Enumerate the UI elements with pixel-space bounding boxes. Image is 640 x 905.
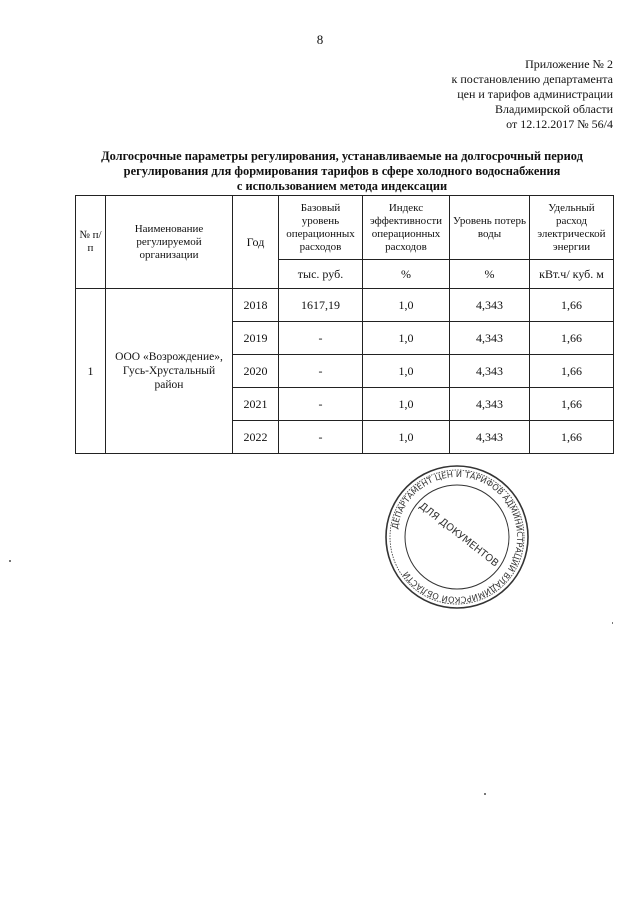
cell-efficiency-index: 1,0	[363, 388, 450, 421]
unit-water-loss: %	[450, 260, 530, 289]
cell-base-cost: -	[279, 421, 363, 454]
scan-speck	[484, 793, 486, 795]
cell-water-loss: 4,343	[450, 355, 530, 388]
table-row	[76, 289, 614, 322]
cell-efficiency-index: 1,0	[363, 421, 450, 454]
cell-energy-consumption: 1,66	[530, 388, 614, 421]
header-year: Год	[233, 196, 279, 289]
cell-year: 2021	[233, 388, 279, 421]
header-organization: Наименование регулируемой организации	[106, 196, 233, 289]
header-water-loss: Уровень потерь воды	[450, 196, 530, 260]
stamp-inner-text: ДЛЯ ДОКУМЕНТОВ	[416, 500, 501, 570]
cell-base-cost: -	[279, 388, 363, 421]
unit-efficiency-index: %	[363, 260, 450, 289]
cell-energy-consumption: 1,66	[530, 421, 614, 454]
cell-energy-consumption: 1,66	[530, 355, 614, 388]
header-row	[76, 196, 614, 260]
cell-base-cost: -	[279, 322, 363, 355]
unit-energy-consumption: кВт.ч/ куб. м	[530, 260, 614, 289]
cell-efficiency-index: 1,0	[363, 355, 450, 388]
cell-water-loss: 4,343	[450, 388, 530, 421]
appendix-line: Владимирской области	[495, 102, 613, 116]
cell-efficiency-index: 1,0	[363, 289, 450, 322]
cell-water-loss: 4,343	[450, 289, 530, 322]
scan-speck	[9, 560, 11, 562]
header-energy-consumption: Удельный расход электрической энергии	[530, 196, 614, 260]
cell-year: 2019	[233, 322, 279, 355]
cell-year: 2022	[233, 421, 279, 454]
cell-year: 2018	[233, 289, 279, 322]
stamp-outer-textpath: ДЕПАРТАМЕНТ ЦЕН И ТАРИФОВ АДМИНИСТРАЦИИ ВЛАДИМИРСКОЙ ОБЛАСТИ	[389, 468, 526, 606]
appendix-header	[393, 57, 613, 132]
appendix-line: Приложение № 2	[525, 57, 613, 71]
header-number: № п/п	[76, 196, 106, 289]
title-line: регулирования для формирования тарифов в сфере холодного водоснабжения	[123, 164, 561, 178]
cell-base-cost: 1617,19	[279, 289, 363, 322]
cell-base-cost: -	[279, 355, 363, 388]
title-line: с использованием метода индексации	[236, 179, 448, 193]
document-title	[82, 149, 602, 194]
organization-name: ООО «Возрождение», Гусь-Хрустальный район	[106, 289, 233, 454]
unit-base-cost: тыс. руб.	[279, 260, 363, 289]
cell-year: 2020	[233, 355, 279, 388]
header-base-cost: Базовый уровень операционных расходов	[279, 196, 363, 260]
appendix-line: от 12.12.2017 № 56/4	[506, 117, 613, 131]
scan-speck	[612, 622, 613, 624]
cell-efficiency-index: 1,0	[363, 322, 450, 355]
cell-energy-consumption: 1,66	[530, 322, 614, 355]
cell-energy-consumption: 1,66	[530, 289, 614, 322]
title-line: Долгосрочные параметры регулирования, устанавливаемые на долгосрочный период	[101, 149, 583, 163]
header-efficiency-index: Индекс эффективности операционных расходов	[363, 196, 450, 260]
appendix-line: цен и тарифов администрации	[457, 87, 613, 101]
cell-water-loss: 4,343	[450, 322, 530, 355]
row-number: 1	[76, 289, 106, 454]
parameters-table	[75, 195, 614, 454]
official-stamp	[383, 463, 531, 611]
cell-water-loss: 4,343	[450, 421, 530, 454]
page-number: 8	[316, 32, 324, 47]
appendix-line: к постановлению департамента	[451, 72, 613, 86]
